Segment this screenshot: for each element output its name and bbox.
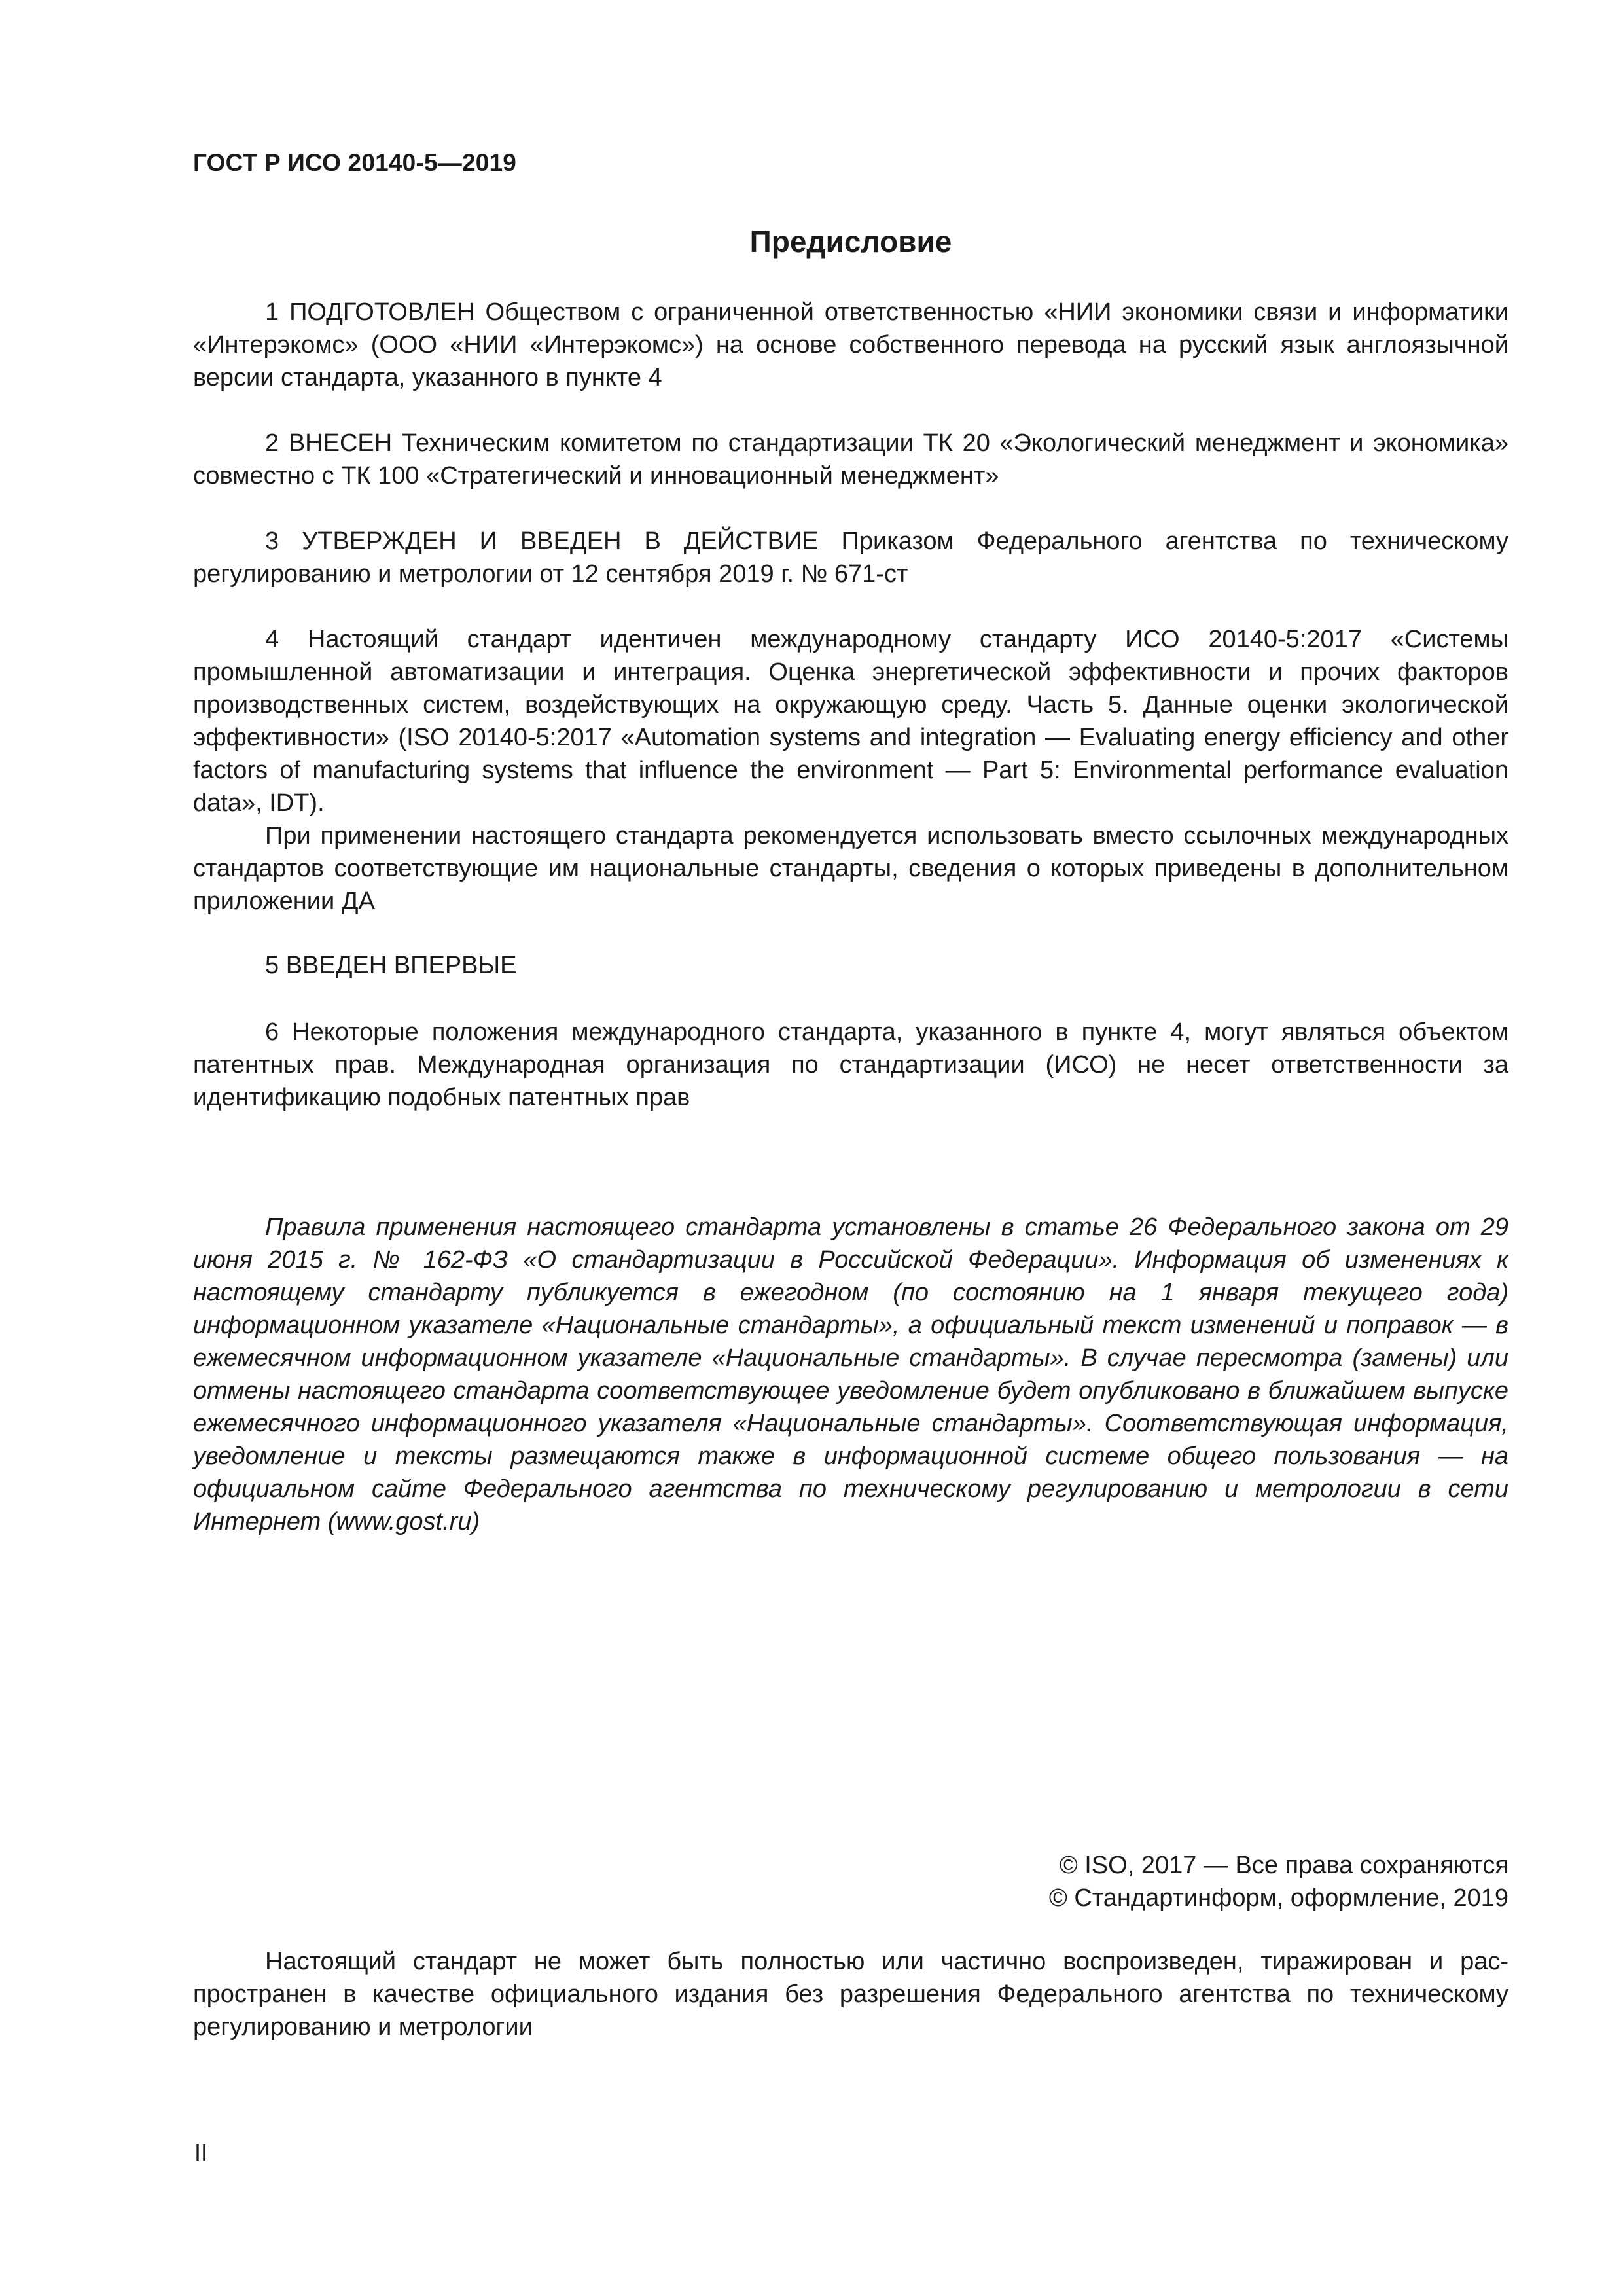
rules-note-text: Правила применения настоящего стандарта установлены в статье 26 Федерального закона от 29 июня 2015 г. № 162-ФЗ «О стандартизации в Российской Федерации». Информация об изменениях к настоящему стандарту публикуется в ежегодном (по состоянию на 1 января текущего года) информационном указателе «Национальные стандарты», а официальный текст изменений и поправок — в ежемесячном информационном указателе «Национальные стандарты». В случае пересмотра (замены) или отмены настоящего стандарта соответствующее уведомление будет опубликовано в ближайшем выпуске ежемесячного информационного указателя «Национальные стандарты». Соответствующая информация, уведомление и тексты размещаются также в информационной системе общего пользования — на официальном сайте Федерального агентства по техническому регулированию и метрологии в сети Интернет (www.gost.ru) xyxy=(193,1213,1508,1535)
item-1 xyxy=(193,296,1508,394)
item-5 xyxy=(193,949,1508,982)
item-2-text: 2 ВНЕСЕН Техническим комитетом по стандартизации ТК 20 «Экологический менеджмент и экономика» совместно с ТК 100 «Стратегический и инновационный менеджмент» xyxy=(193,429,1508,490)
item-6 xyxy=(193,1016,1508,1114)
item-2 xyxy=(193,427,1508,492)
item-3 xyxy=(193,525,1508,590)
item-3-text: 3 УТВЕРЖДЕН И ВВЕДЕН В ДЕЙСТВИЕ Приказом Федерального агентства по техническому регулированию и метрологии от 12 сентября 2019 г. № 671-ст xyxy=(193,528,1508,588)
rules-note xyxy=(193,1211,1508,1538)
reproduction-note xyxy=(193,1945,1508,2043)
page-number: II xyxy=(194,2139,208,2166)
document-page xyxy=(193,0,1508,2296)
copyright-iso: © ISO, 2017 — Все права сохраняются xyxy=(1059,1852,1508,1879)
copyright-block xyxy=(1049,1849,1508,1914)
item-1-text: 1 ПОДГОТОВЛЕН Обществом с ограниченной ответственностью «НИИ экономики связи и информатики «Интерэкомс» (ООО «НИИ «Интерэкомс») на основе собственного перевода на русский язык англоязычной версии стандарта, указанного в пункте 4 xyxy=(193,298,1508,391)
item-4-note: При применении настоящего стандарта рекомендуется использовать вместо ссылочных международных стандартов соответствующие им национальные стандарты, сведения о которых приведены в дополнительном приложении ДА xyxy=(193,822,1508,915)
reproduction-note-text: Настоящий стандарт не может быть полностью или частично воспроизведен, тиражирован и распространен в качестве официального издания без разрешения Федерального агентства по техническому регулированию и метрологии xyxy=(193,1948,1508,2041)
copyright-standartinform: © Стандартинформ, оформление, 2019 xyxy=(1048,1884,1508,1912)
item-5-text: 5 ВВЕДЕН ВПЕРВЫЕ xyxy=(265,952,517,979)
document-code: ГОСТ Р ИСО 20140-5—2019 xyxy=(193,149,517,176)
item-4-text: 4 Настоящий стандарт идентичен международному стандарту ИСО 20140-5:2017 «Системы промышленной автоматизации и интеграция. Оценка энергетической эффективности и прочих факторов производственных систем, воздействующих на окружающую среду. Часть 5. Данные оценки экологической эффективности» (ISO 20140-5:2017 «Automation systems and integration — Evaluating energy efficiency and other factors of manufacturing systems that influence the environment — Part 5: Environmental performance evaluation data», IDT). xyxy=(193,626,1508,817)
item-6-text: 6 Некоторые положения международного стандарта, указанного в пункте 4, могут являться объектом патентных прав. Международная организация по стандартизации (ИСО) не несет ответственности за идентификацию подобных патентных прав xyxy=(193,1018,1508,1111)
item-4 xyxy=(193,623,1508,918)
page-title: Предисловие xyxy=(749,224,952,259)
